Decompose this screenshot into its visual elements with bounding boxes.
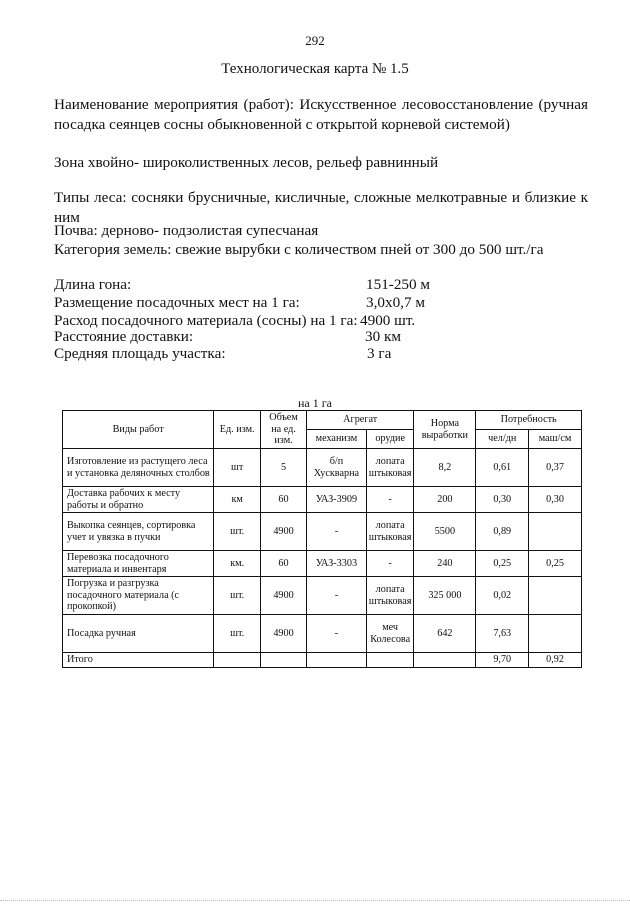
work-table: [62, 410, 582, 668]
table-total-row: [63, 653, 582, 668]
cell-machine-shifts: [529, 513, 582, 551]
cell-volume: 5: [261, 449, 307, 487]
cell-total-man-days: 9,70: [476, 653, 529, 668]
header-work: Виды работ: [63, 411, 214, 449]
cell-volume: 60: [261, 551, 307, 577]
cell-man-days: 0,89: [476, 513, 529, 551]
header-unit: Ед. изм.: [214, 411, 261, 449]
scan-edge-line: [0, 900, 630, 901]
land-category-line: Категория земель: свежие вырубки с количеством пней от 300 до 500 шт./га: [54, 241, 544, 258]
soil-line: Почва: дерново- подзолистая супесчаная: [54, 222, 319, 239]
cell-unit: шт.: [214, 615, 261, 653]
cell-tool: меч Колесова: [366, 615, 414, 653]
header-need: Потребность: [476, 411, 582, 430]
cell-man-days: 0,25: [476, 551, 529, 577]
activity-line-2: посадка сеянцев сосны обыкновенной с открытой корневой системой): [54, 116, 510, 133]
cell-mechanism: б/п Хускварна: [306, 449, 366, 487]
cell-empty: [214, 653, 261, 668]
cell-mechanism: -: [306, 513, 366, 551]
cell-total-machine-shifts: 0,92: [529, 653, 582, 668]
cell-mechanism: УАЗ-3909: [306, 487, 366, 513]
cell-volume: 4900: [261, 615, 307, 653]
header-tool: орудие: [366, 430, 414, 449]
parameter-value: 4900 шт.: [360, 312, 416, 329]
cell-norm: 200: [414, 487, 476, 513]
cell-machine-shifts: 0,25: [529, 551, 582, 577]
cell-unit: шт: [214, 449, 261, 487]
header-norm: Норма выработки: [414, 411, 476, 449]
cell-tool: лопата штыковая: [366, 577, 414, 615]
cell-tool: -: [366, 487, 414, 513]
cell-work: Выкопка сеянцев, сортировка учет и увязка в пучки: [63, 513, 214, 551]
cell-empty: [414, 653, 476, 668]
cell-machine-shifts: 0,37: [529, 449, 582, 487]
cell-total-label: Итого: [63, 653, 214, 668]
cell-work: Посадка ручная: [63, 615, 214, 653]
cell-unit: км.: [214, 551, 261, 577]
cell-machine-shifts: [529, 615, 582, 653]
cell-volume: 4900: [261, 577, 307, 615]
cell-norm: 8,2: [414, 449, 476, 487]
parameter-value: 30 км: [365, 328, 401, 345]
page-number: 292: [305, 33, 325, 48]
cell-machine-shifts: [529, 577, 582, 615]
parameter-row: [54, 276, 574, 295]
cell-unit: км: [214, 487, 261, 513]
forest-types-line-1: Типы леса: сосняки брусничные, кисличные, сложные мелкотравные и близкие к: [54, 189, 588, 206]
header-aggregate: Агрегат: [306, 411, 413, 430]
table-row: [63, 449, 582, 487]
cell-man-days: 0,30: [476, 487, 529, 513]
header-machine-shifts: маш/см: [529, 430, 582, 449]
parameter-value: 3,0х0,7 м: [366, 294, 425, 311]
parameter-row: [54, 345, 574, 364]
cell-machine-shifts: 0,30: [529, 487, 582, 513]
cell-mechanism: -: [306, 577, 366, 615]
table-row: [63, 615, 582, 653]
parameter-value: 3 га: [367, 345, 392, 362]
header-man-days: чел/дн: [476, 430, 529, 449]
parameter-label: Средняя площадь участка:: [54, 345, 226, 362]
table-row: [63, 551, 582, 577]
parameter-label: Расход посадочного материала (сосны) на 1 га:: [54, 312, 358, 329]
cell-empty: [261, 653, 307, 668]
table-row: [63, 577, 582, 615]
forest-types-line-2: ним: [54, 209, 80, 226]
table-unit-note: на 1 га: [298, 396, 332, 410]
cell-volume: 60: [261, 487, 307, 513]
parameter-label: Размещение посадочных мест на 1 га:: [54, 294, 300, 311]
cell-tool: лопата штыковая: [366, 513, 414, 551]
cell-norm: 642: [414, 615, 476, 653]
activity-paragraph: [54, 95, 588, 135]
activity-line-1: Наименование мероприятия (работ): Искусственное лесовосстановление (ручная: [54, 96, 588, 113]
cell-norm: 325 000: [414, 577, 476, 615]
cell-work: Погрузка и разгрузка посадочного материала (с прокопкой): [63, 577, 214, 615]
cell-empty: [306, 653, 366, 668]
cell-work: Перевозка посадочного материала и инвентаря: [63, 551, 214, 577]
cell-norm: 240: [414, 551, 476, 577]
zone-line: Зона хвойно- широколиственных лесов, рельеф равнинный: [54, 154, 439, 171]
cell-empty: [366, 653, 414, 668]
cell-work: Изготовление из растущего леса и установка деляночных столбов: [63, 449, 214, 487]
cell-man-days: 0,02: [476, 577, 529, 615]
cell-tool: лопата штыковая: [366, 449, 414, 487]
document-title: Технологическая карта № 1.5: [221, 61, 409, 77]
header-mechanism: механизм: [306, 430, 366, 449]
cell-tool: -: [366, 551, 414, 577]
cell-unit: шт.: [214, 513, 261, 551]
cell-man-days: 0,61: [476, 449, 529, 487]
parameter-label: Расстояние доставки:: [54, 328, 194, 345]
parameter-row: [54, 294, 574, 313]
cell-mechanism: УАЗ-3303: [306, 551, 366, 577]
table-header-row: [63, 411, 582, 430]
cell-unit: шт.: [214, 577, 261, 615]
cell-mechanism: -: [306, 615, 366, 653]
cell-volume: 4900: [261, 513, 307, 551]
parameter-value: 151-250 м: [366, 276, 431, 293]
table-row: [63, 513, 582, 551]
cell-norm: 5500: [414, 513, 476, 551]
cell-man-days: 7,63: [476, 615, 529, 653]
parameter-label: Длина гона:: [54, 276, 132, 293]
cell-work: Доставка рабочих к месту работы и обратно: [63, 487, 214, 513]
header-volume: Объем на ед. изм.: [261, 411, 307, 449]
table-row: [63, 487, 582, 513]
